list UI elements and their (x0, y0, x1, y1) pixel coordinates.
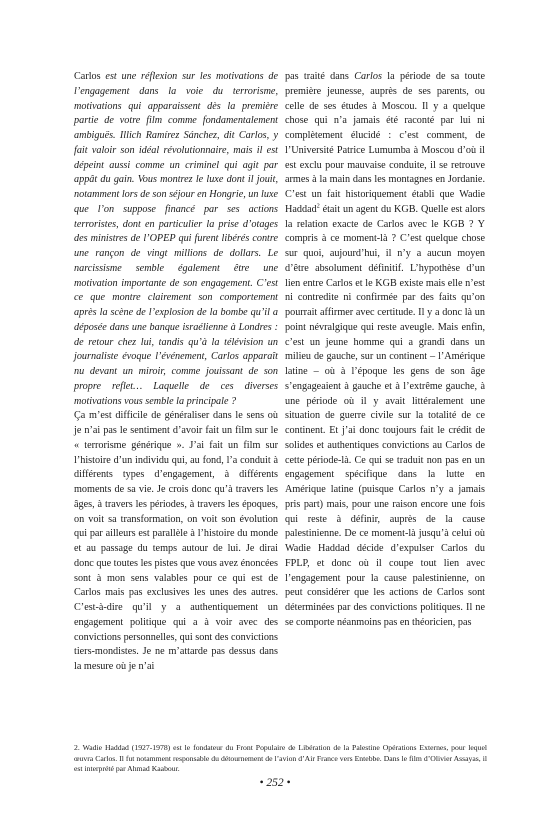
interview-question (74, 70, 278, 409)
answer-text-start: pas traité dans (285, 71, 355, 82)
footnote-reference: 2 (316, 203, 320, 210)
page-number: • 252 • (259, 777, 291, 789)
question-text: est une réflexion sur les motivations de l’engagement dans la voie du terrorisme, motivations qui apparaissent dès la première partie de votre film comme fondamentalement ambiguës. Illich Ramírez Sánchez, dit Carlos, y fait valoir son idéal révolutionnaire, mais il est dépeint aussi comme un criminel qui agit par appât du gain. Vous montrez le luxe dont il jouit, notamment lors de son séjour en Hongrie, un luxe que l’on suppose financé par ses actions terroristes, dont en particulier la prise d’otages des ministres de l’OPEP qui furent libérés contre une rançon de vingt millions de dollars. Le narcissisme semble également être une motivation importante de son engagement. C’est ce que montre clairement son comportement après la scène de l’explosion de la bombe qu’il a déposée dans une banque israélienne à Londres : de retour chez lui, tandis qu’à la télévision un journaliste évoque l’événement, Carlos apparaît nu devant un miroir, comme jouissant de son propre reflet… Laquelle de ces diverses motivations vous semble la principale ? (74, 71, 279, 407)
answer-continuation (285, 70, 485, 631)
right-column (285, 70, 485, 631)
answer-text-rest: était un agent du KGB. Quelle est alors la relation exacte de Carlos avec le KGB ? Y compris à ce moment-là ? C’est quelque chose sur quoi, aujourd’hui, il n’y a aucun moyen d’être absolument définitif. L’hypothèse d’un lien entre Carlos et le KGB existe mais elle n’est ni contredite ni confirmée par des faits qu’on pourrait affirmer avec certitude. Il y a donc là un point névralgique qui reste aveugle. Mais enfin, c’est un jeune homme qui a grandi dans un milieu de gauche, sur un continent – l’Amérique latine – où à l’époque les gens de son âge s’engageaient à gauche et à l’extrême gauche, à une période où il y avait littéralement une situation de guerre civile sur la totalité de ce continent. Et j’ai donc toujours fait le crédit de solides et authentiques convictions au Carlos de cette période-là. Ce qui se traduit non pas en un engagement spécifique dans la lutte en Amérique latine (puisque Carlos n’y a jamais pris part) mais, pour une raison encore une fois qui reste à définir, auprès de la cause palestinienne. De ce moment-là jusqu’à celui où Wadie Haddad décide d’expulser Carlos du FPLP, et donc où il coupe tout lien avec l’engagement pour la cause palestinienne, on peut considérer que les actions de Carlos sont déterminées par des convictions politiques. Il ne se comporte néanmoins pas en théoricien, pas (285, 203, 485, 628)
answer-paragraph: Ça m’est difficile de généraliser dans le sens où je n’ai pas le sentiment d’avoir fait un film sur le « terrorisme générique ». J’ai fait un film sur l’histoire d’un individu qui, au fond, l’a conduit à différents types d’engagement, à différents moments de sa vie. Je crois donc qu’à travers les âges, à travers les périodes, à travers les époques, on voit sa transformation, on voit son évolution qui par ailleurs est parallèle à l’histoire du monde et au passage du temps autour de lui. Je dirai donc que toutes les pistes que vous avez énoncées sont à mon sens valables pour ce qui est de Carlos mais pas exclusives les unes des autres. C’est-à-dire qu’il y a authentiquement un engagement politique qui a à voir avec des convictions personnelles, qui sont des convictions tiers-mondistes. Je ne m’attarde pas dessus dans la mesure où je n’ai (74, 410, 278, 672)
film-title: Carlos (74, 71, 101, 82)
left-column (74, 70, 278, 675)
footnote: 2. Wadie Haddad (1927-1978) est le fondateur du Front Populaire de Libération de la Palestine Opérations Externes, pour lequel œuvra Carlos. Il fut notamment responsable du détournement de l’avion d’Air France vers Entebbe. Dans le film d’Olivier Assayas, il est interprété par Ahmad Kaabour. (74, 743, 487, 773)
film-title-italic: Carlos (354, 71, 382, 82)
answer-text-mid: la période de sa toute première jeunesse, auprès de ses parents, ou celle de ses études à Moscou. Il y a quelque chose qui n’a jamais été raconté par lui ni complètement élucidé : c’est comment, de l’Université Patrice Lumumba à Moscou d’où il est exclu pour mauvaise conduite, il se retrouve armes à la main dans les montagnes en Jordanie. C’est un fait historiquement établi que Wadie Haddad (285, 71, 486, 215)
